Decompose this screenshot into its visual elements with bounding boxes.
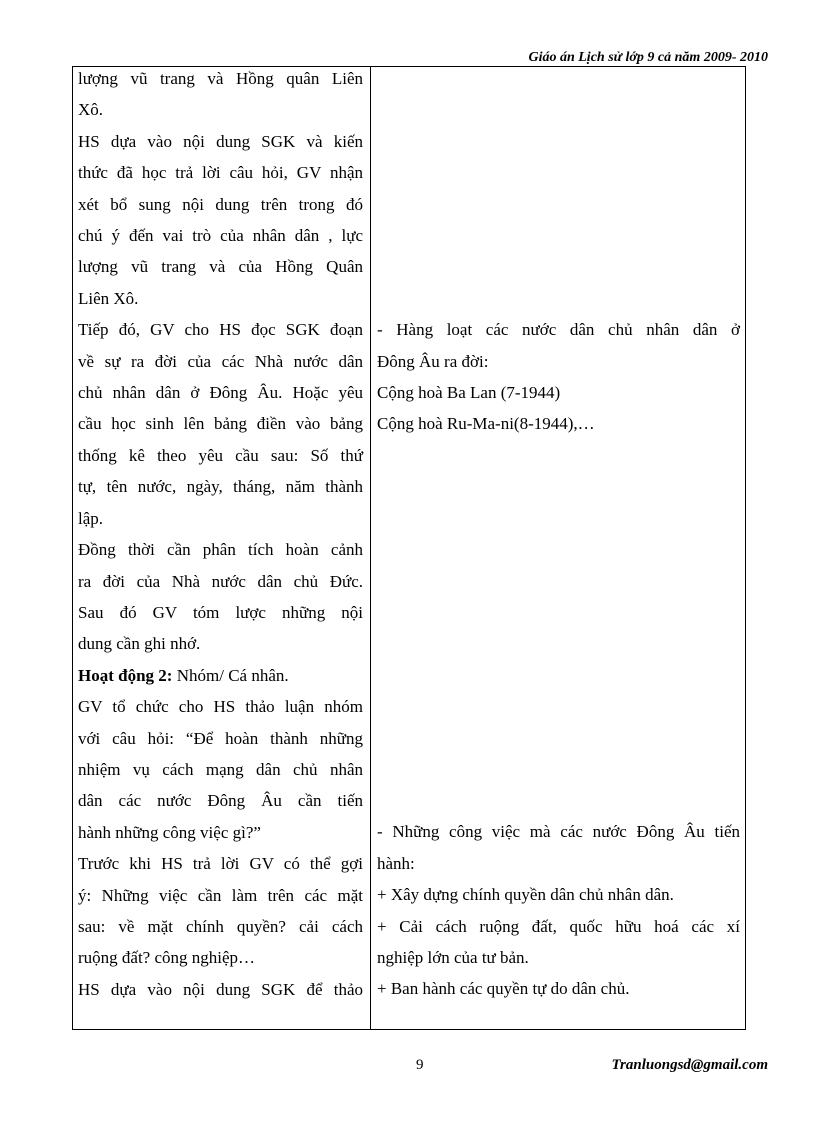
activity-label: Hoạt động 2: [78, 665, 173, 685]
text-line: + Cải cách ruộng đất, quốc hữu hoá các xí [377, 916, 740, 936]
text-line: Cộng hoà Ba Lan (7-1944) [377, 382, 561, 402]
page-number: 9 [416, 1057, 424, 1073]
text-line: Liên Xô. [78, 288, 139, 308]
text-line: ruộng đất? công nghiệp… [78, 948, 256, 968]
activity-heading [78, 660, 363, 691]
content-column [377, 63, 740, 1005]
text-line: Đồng thời cần phân tích hoàn cảnh [78, 540, 363, 560]
text-line: Tiếp đó, GV cho HS đọc SGK đoạn [78, 320, 363, 340]
text-line: sau: về mặt chính quyền? cải cách [78, 916, 363, 936]
teacher-activity-column [78, 63, 363, 1005]
text-line: hành: [377, 853, 415, 873]
text-line: HS dựa vào nội dung SGK và kiến [78, 131, 363, 151]
text-line: Sau đó GV tóm lược những nội [78, 602, 363, 622]
text-line: với câu hỏi: “Để hoàn thành những [78, 728, 363, 748]
text-line: Xô. [78, 100, 104, 120]
text-line: + Xây dựng chính quyền dân chủ nhân dân. [377, 885, 674, 905]
column-divider [370, 66, 371, 1030]
text-line: nhiệm vụ cách mạng dân chủ nhân [78, 759, 363, 779]
text-line: về sự ra đời của các Nhà nước dân [78, 351, 363, 371]
text-line: Cộng hoà Ru-Ma-ni(8-1944),… [377, 414, 595, 434]
activity-text: Nhóm/ Cá nhân. [172, 665, 289, 685]
text-line: Đông Âu ra đời: [377, 351, 489, 371]
text-line: thức đã học trả lời câu hỏi, GV nhận [78, 163, 363, 183]
text-line: thống kê theo yêu cầu sau: Số thứ [78, 445, 363, 465]
text-line: lượng vũ trang và của Hồng Quân [78, 257, 363, 277]
text-line: + Ban hành các quyền tự do dân chủ. [377, 979, 630, 999]
text-line: ra đời của Nhà nước dân chủ Đức. [78, 571, 363, 591]
text-line: - Hàng loạt các nước dân chủ nhân dân ở [377, 320, 740, 340]
text-line: chú ý đến vai trò của nhân dân , lực [78, 226, 363, 246]
text-line: chủ nhân dân ở Đông Âu. Hoặc yêu [78, 383, 363, 403]
page-header: Giáo án Lịch sử lớp 9 cả năm 2009- 2010 [528, 50, 768, 65]
text-line: lập. [78, 508, 104, 528]
text-line: - Những công việc mà các nước Đông Âu tiến [377, 822, 740, 842]
text-line: dung cần ghi nhớ. [78, 634, 201, 654]
text-line: cầu học sinh lên bảng điền vào bảng [78, 414, 363, 434]
text-line: dân các nước Đông Âu cần tiến [78, 791, 363, 811]
text-line: nghiệp lớn của tư bản. [377, 948, 529, 968]
text-line: xét bổ sung nội dung trên trong đó [78, 194, 363, 214]
author-email: Tranluongsd@gmail.com [611, 1057, 768, 1073]
text-line: ý: Những việc cần làm trên các mặt [78, 885, 363, 905]
text-line: lượng vũ trang và Hồng quân Liên [78, 69, 363, 88]
text-line: GV tổ chức cho HS thảo luận nhóm [78, 697, 363, 717]
text-line: HS dựa vào nội dung SGK để thảo [78, 979, 363, 999]
text-line: hành những công việc gì?” [78, 822, 261, 842]
text-line: tự, tên nước, ngày, tháng, năm thành [78, 477, 363, 497]
text-line: Trước khi HS trả lời GV có thể gợi [78, 854, 363, 874]
